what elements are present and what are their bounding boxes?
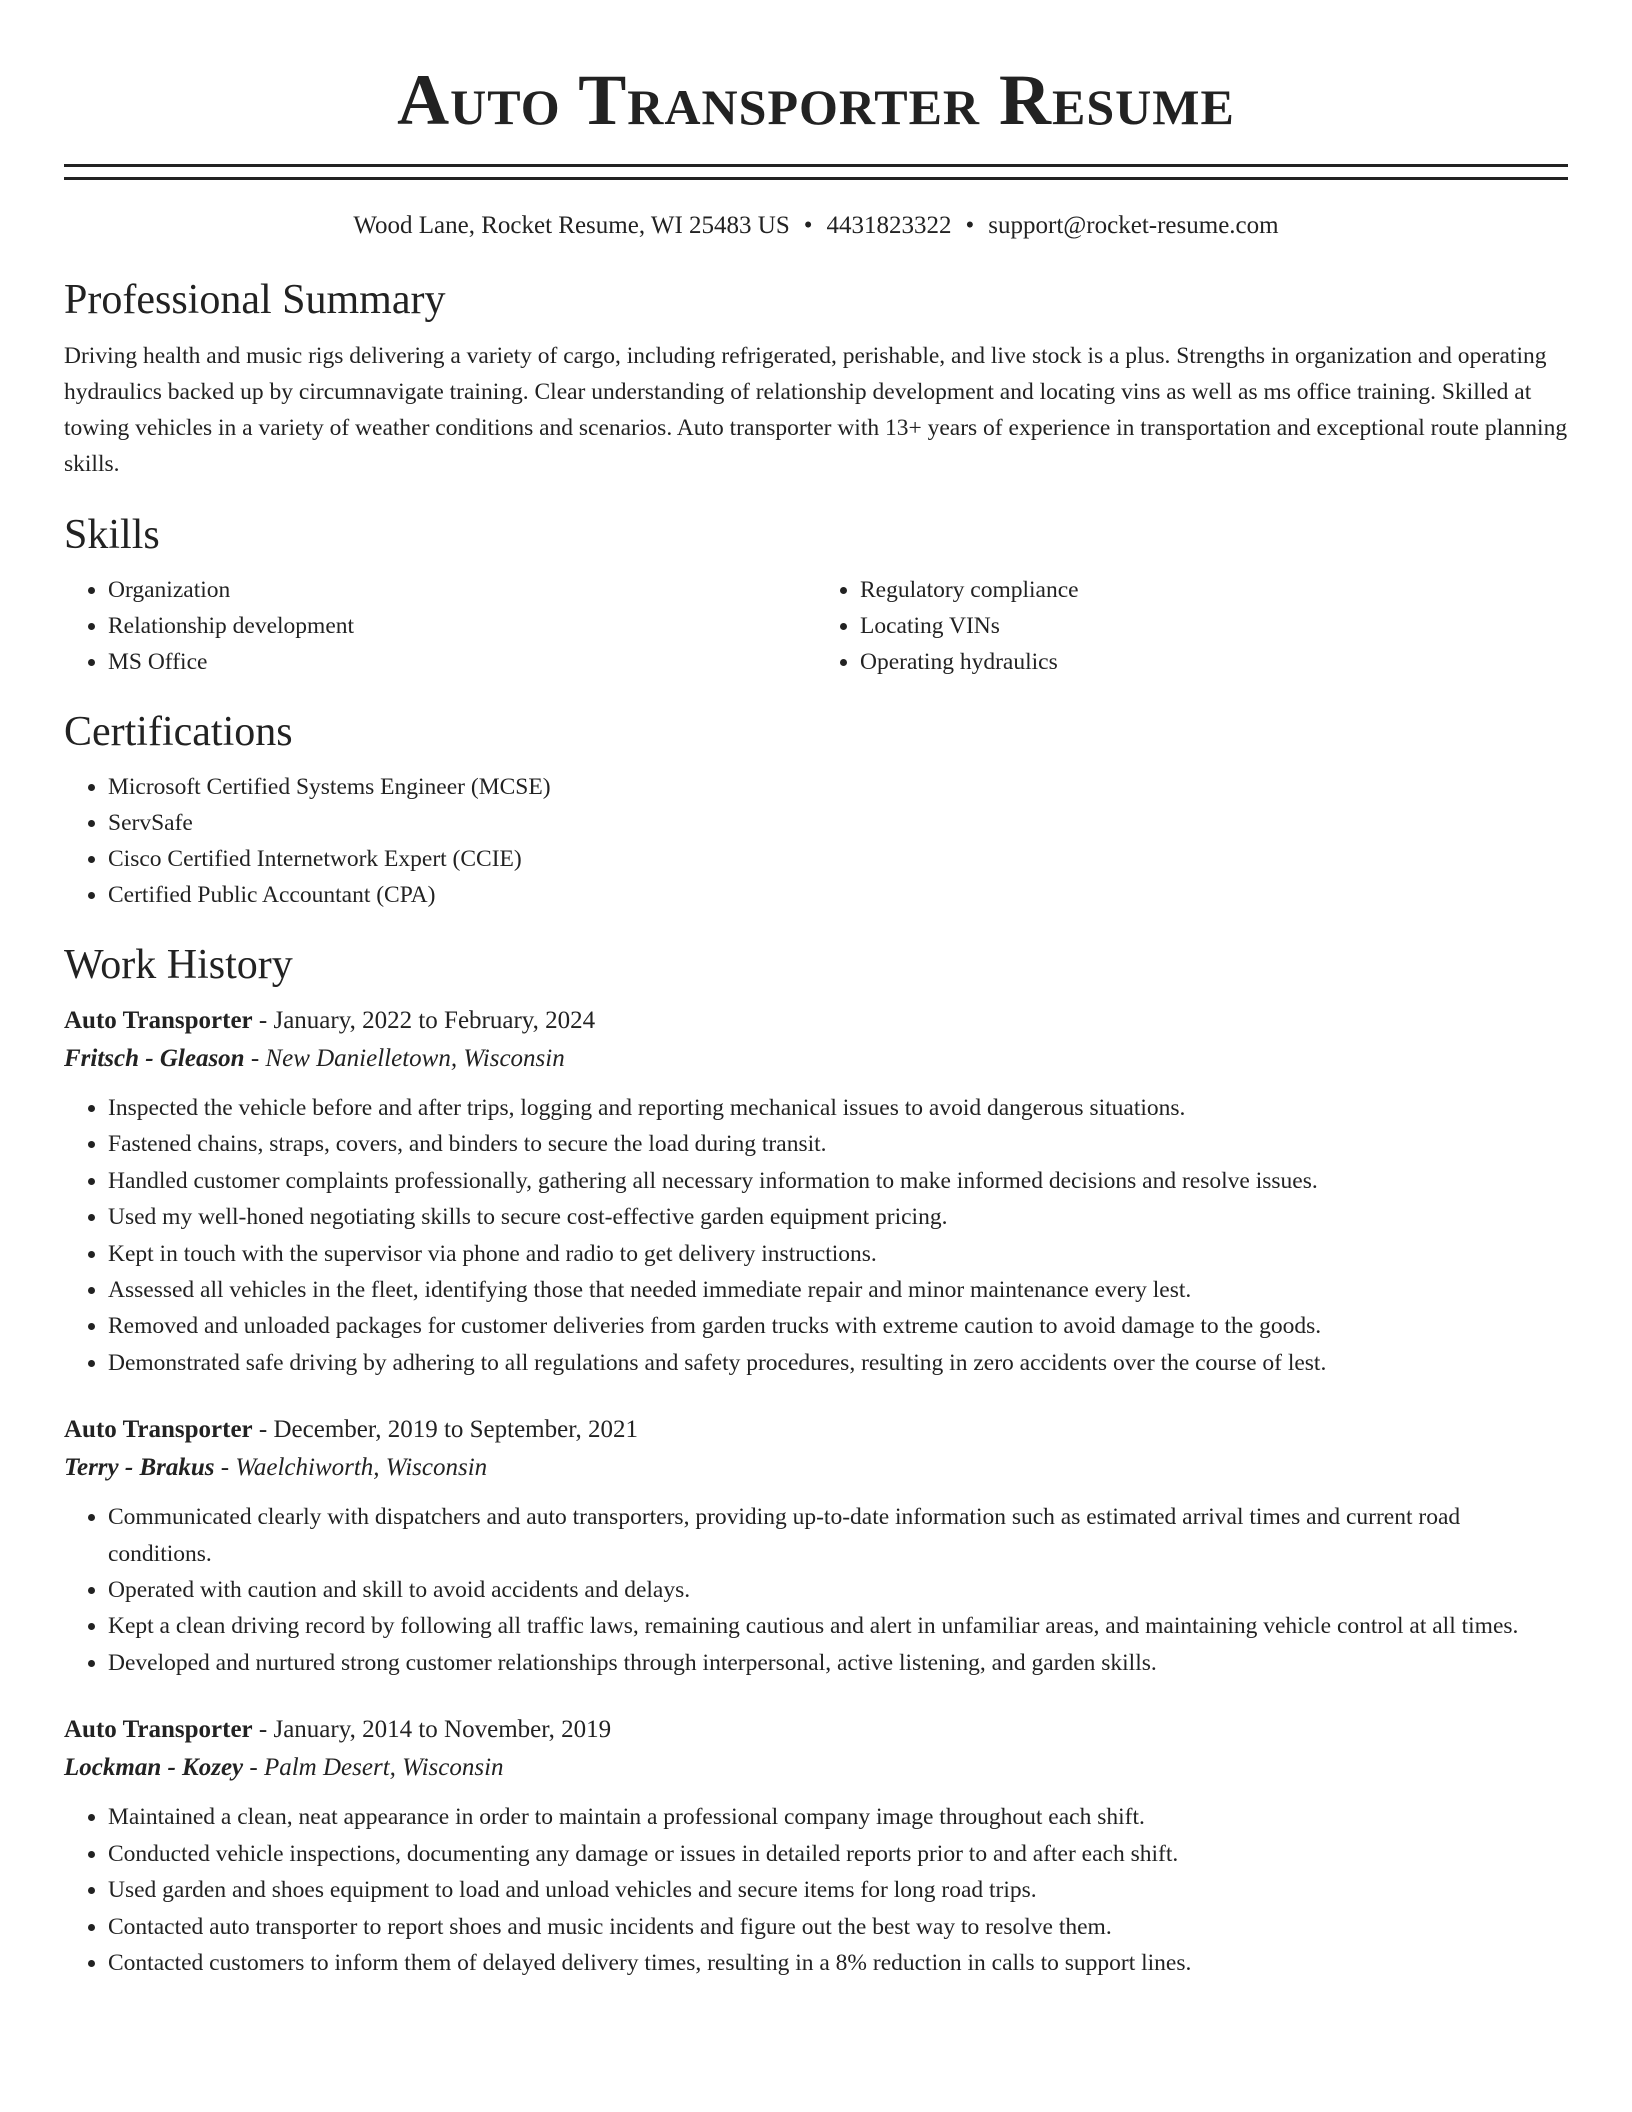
job-bullet: • Contacted auto transporter to report shoes and music incidents and figure out the best way to resolve them. <box>108 1909 1568 1945</box>
job-bullet: • Inspected the vehicle before and after trips, logging and reporting mechanical issues to avoid dangerous situations. <box>108 1090 1568 1126</box>
skill-item: • Relationship development <box>108 608 816 644</box>
job-bullet: • Removed and unloaded packages for customer deliveries from garden trucks with extreme caution to avoid damage to the goods. <box>108 1308 1568 1344</box>
job-bullet: • Kept a clean driving record by following all traffic laws, remaining cautious and alert in unfamiliar areas, and maintaining vehicle control at all times. <box>108 1608 1568 1644</box>
job-bullets <box>64 1499 1568 1681</box>
job-company: Lockman - Kozey <box>64 1754 244 1782</box>
skills-list-right <box>816 572 1568 680</box>
contact-address: Wood Lane, Rocket Resume, WI 25483 US <box>353 212 790 239</box>
job-bullet: • Used my well-honed negotiating skills to secure cost-effective garden equipment pricing. <box>108 1199 1568 1235</box>
contact-line <box>64 209 1568 243</box>
certification-item: • ServSafe <box>108 805 1568 841</box>
job-bullets <box>64 1090 1568 1381</box>
job-entry <box>64 1711 1568 1981</box>
skill-item: • Operating hydraulics <box>860 644 1568 680</box>
title-double-rule <box>64 164 1568 180</box>
job-bullet: • Developed and nurtured strong customer relationships through interpersonal, active listening, and garden skills. <box>108 1645 1568 1681</box>
resume-title: Auto Transporter Resume <box>397 60 1235 140</box>
job-bullet: • Communicated clearly with dispatchers and auto transporters, providing up-to-date information such as estimated arrival times and current road conditions. <box>108 1499 1568 1572</box>
job-company-line <box>64 1040 1568 1078</box>
job-dates: - December, 2019 to September, 2021 <box>252 1416 639 1444</box>
job-bullet: • Fastened chains, straps, covers, and binders to secure the load during transit. <box>108 1126 1568 1162</box>
skills-heading: Skills <box>64 512 160 558</box>
job-bullet: • Kept in touch with the supervisor via phone and radio to get delivery instructions. <box>108 1236 1568 1272</box>
certification-item: • Cisco Certified Internetwork Expert (CCIE) <box>108 841 1568 877</box>
job-bullet: • Handled customer complaints professionally, gathering all necessary information to make informed decisions and resolve issues. <box>108 1163 1568 1199</box>
job-bullet: • Demonstrated safe driving by adhering to all regulations and safety procedures, resulting in zero accidents over the course of lest. <box>108 1345 1568 1381</box>
job-location: - Palm Desert, Wisconsin <box>243 1754 504 1782</box>
job-entry <box>64 1411 1568 1681</box>
job-bullet: • Contacted customers to inform them of delayed delivery times, resulting in a 8% reduction in calls to support lines. <box>108 1945 1568 1981</box>
job-bullet: • Assessed all vehicles in the fleet, identifying those that needed immediate repair and minor maintenance every lest. <box>108 1272 1568 1308</box>
contact-email: support@rocket-resume.com <box>988 212 1279 239</box>
job-title-line <box>64 1411 1568 1449</box>
summary-heading: Professional Summary <box>64 277 446 323</box>
job-bullet: • Used garden and shoes equipment to load and unload vehicles and secure items for long road trips. <box>108 1872 1568 1908</box>
skills-columns <box>64 572 1568 680</box>
job-company-line <box>64 1449 1568 1487</box>
skill-item: • Organization <box>108 572 816 608</box>
job-bullets <box>64 1799 1568 1981</box>
certifications-list <box>64 769 1568 913</box>
job-company: Terry - Brakus <box>64 1454 215 1482</box>
skill-item: • Locating VINs <box>860 608 1568 644</box>
job-title: Auto Transporter <box>64 1007 253 1034</box>
resume-page <box>64 0 1568 1981</box>
certifications-heading: Certifications <box>64 709 293 755</box>
job-bullet: • Conducted vehicle inspections, documenting any damage or issues in detailed reports prior to and after each shift. <box>108 1836 1568 1872</box>
certification-item: • Microsoft Certified Systems Engineer (MCSE) <box>108 769 1568 805</box>
job-company-line <box>64 1749 1568 1787</box>
job-bullet: • Operated with caution and skill to avoid accidents and delays. <box>108 1572 1568 1608</box>
job-title: Auto Transporter <box>64 1416 253 1444</box>
certification-item: • Certified Public Accountant (CPA) <box>108 877 1568 913</box>
summary-text: Driving health and music rigs delivering a variety of cargo, including refrigerated, perishable, and live stock is a plus. Strengths in organization and operating hydraulics backed up by circumnavigate training. Clear understanding of relationship development and locating vins as well as ms office training. Skilled at towing vehicles in a variety of weather conditions and scenarios. Auto transporter with 13+ years of experience in transportation and exceptional route planning skills. <box>64 343 1568 477</box>
contact-separator: • <box>803 212 813 239</box>
skills-list-left <box>64 572 816 680</box>
skill-item: • Regulatory compliance <box>860 572 1568 608</box>
job-title-line <box>64 1711 1568 1749</box>
work-history-heading: Work History <box>64 942 293 988</box>
contact-separator: • <box>965 212 975 239</box>
job-location: - New Danielletown, Wisconsin <box>244 1045 565 1072</box>
job-dates: - January, 2014 to November, 2019 <box>252 1716 612 1744</box>
skill-item: • MS Office <box>108 644 816 680</box>
job-company: Fritsch - Gleason <box>64 1045 245 1072</box>
job-title: Auto Transporter <box>64 1716 253 1744</box>
contact-phone: 4431823322 <box>826 212 952 239</box>
job-dates: - January, 2022 to February, 2024 <box>252 1007 596 1034</box>
job-title-line <box>64 1002 1568 1040</box>
job-entry <box>64 1002 1568 1381</box>
job-location: - Waelchiworth, Wisconsin <box>214 1454 488 1482</box>
job-bullet: • Maintained a clean, neat appearance in order to maintain a professional company image throughout each shift. <box>108 1799 1568 1835</box>
